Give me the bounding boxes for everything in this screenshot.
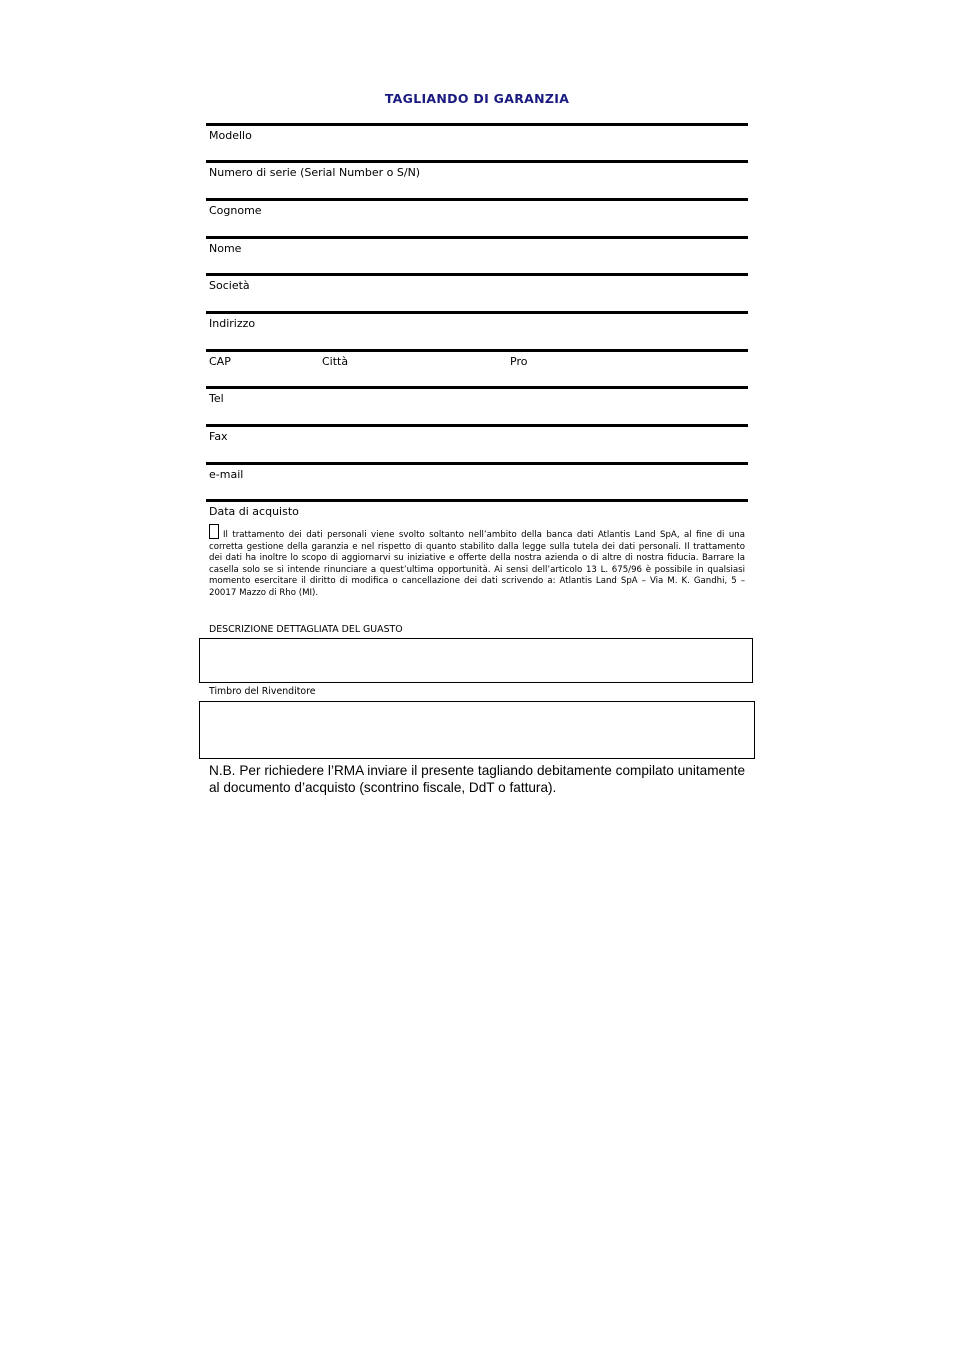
descrizione-label: DESCRIZIONE DETTAGLIATA DEL GUASTO (209, 624, 403, 635)
privacy-opt-out-checkbox[interactable] (209, 524, 219, 539)
privacy-notice (209, 524, 745, 600)
field-label-email: e-mail (209, 468, 244, 481)
field-label-tel: Tel (209, 392, 224, 405)
field-societa[interactable] (206, 273, 748, 311)
field-cognome[interactable] (206, 198, 748, 236)
field-label-indirizzo: Indirizzo (209, 317, 256, 330)
descrizione-guasto-box[interactable] (199, 638, 753, 683)
field-label-cap: CAP (209, 355, 231, 368)
nb-note: N.B. Per richiedere l’RMA inviare il presente tagliando debitamente compilato unitamente al documento d’acquisto (scontrino fiscale, DdT o fattura). (209, 763, 745, 795)
field-label-fax: Fax (209, 430, 228, 443)
field-label-cognome: Cognome (209, 204, 262, 217)
privacy-text: Il trattamento dei dati personali viene svolto soltanto nell’ambito della banca dati Atlantis Land SpA, al fine di una corretta gestione della garanzia e nel rispetto di quanto stabilito dalla legge sulla tutela dei dati personali. Il trattamento dei dati ha inoltre lo scopo di aggiornarvi su iniziative e offerte della nostra azienda o di altre di nostra fiducia. Barrare la casella solo se si intende rinunciare a quest’ultima opportunità. Ai sensi dell’articolo 13 L. 675/96 è possibile in qualsiasi momento esercitare il diritto di modifica o cancellazione dei dati scrivendo a: Atlantis Land SpA – Via M. K. Gandhi, 5 – 20017 Mazzo di Rho (MI). (209, 530, 745, 598)
field-label-modello: Modello (209, 129, 252, 142)
field-tel[interactable] (206, 386, 748, 424)
field-fax[interactable] (206, 424, 748, 462)
field-label-numero-serie: Numero di serie (Serial Number o S/N) (209, 166, 421, 179)
field-cap-citta-pro[interactable] (206, 349, 748, 387)
field-email[interactable] (206, 462, 748, 500)
field-label-societa: Società (209, 279, 250, 292)
field-label-pro: Pro (510, 355, 528, 368)
field-label-nome: Nome (209, 242, 242, 255)
page-title: TAGLIANDO DI GARANZIA (384, 91, 570, 106)
field-indirizzo[interactable] (206, 311, 748, 349)
field-modello[interactable] (206, 123, 748, 161)
timbro-label: Timbro del Rivenditore (209, 686, 316, 697)
field-label-citta: Città (322, 355, 349, 368)
timbro-rivenditore-box[interactable] (199, 701, 755, 759)
field-nome[interactable] (206, 236, 748, 274)
field-label-data-acquisto: Data di acquisto (209, 505, 299, 518)
field-numero-serie[interactable] (206, 160, 748, 198)
field-data-acquisto[interactable] (206, 499, 748, 525)
